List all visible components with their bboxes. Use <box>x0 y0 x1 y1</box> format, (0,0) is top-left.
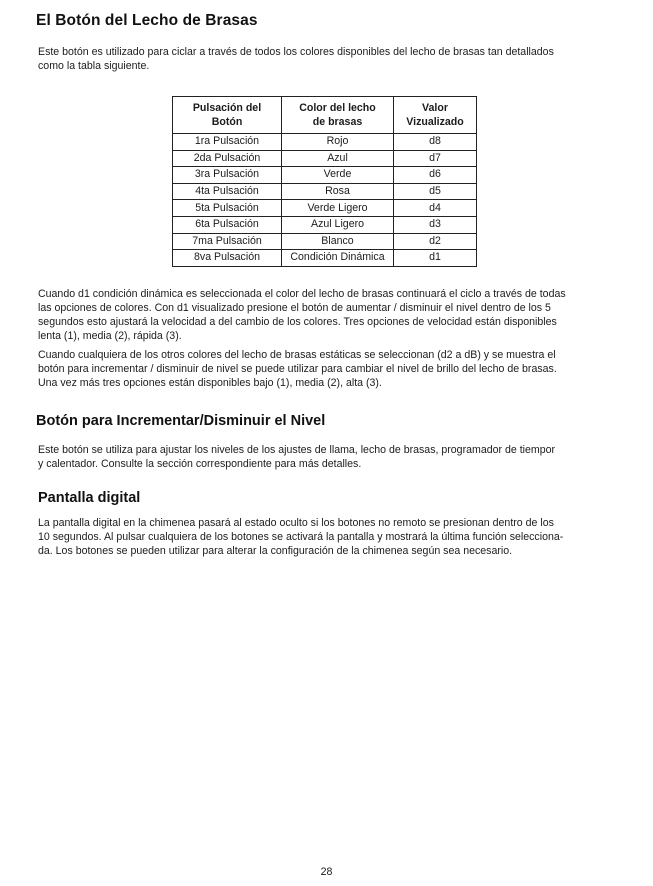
cell-color: Blanco <box>282 233 394 250</box>
cell-color: Azul <box>282 150 394 167</box>
page-number: 28 <box>320 866 333 878</box>
cell-color: Azul Ligero <box>282 216 394 233</box>
cell-press: 2da Pulsación <box>173 150 282 167</box>
cell-value: d1 <box>394 250 477 267</box>
text-line: botón para incrementar / disminuir de nivel se puede utilizar para cambiar el nivel de brillo del lecho de brasas. <box>38 363 557 375</box>
cell-value: d5 <box>394 183 477 200</box>
cell-value: d6 <box>394 167 477 184</box>
table-row <box>173 167 477 184</box>
text-line: las opciones de colores. Con d1 visualizado presione el botón de aumentar / disminuir el nivel dentro de los 5 <box>38 302 551 314</box>
cell-color: Condición Dinámica <box>282 250 394 267</box>
text-line: Una vez más tres opciones están disponibles bajo (1), media (2), alta (3). <box>38 377 382 389</box>
cell-press: 3ra Pulsación <box>173 167 282 184</box>
cell-value: d4 <box>394 200 477 217</box>
dynamic-mode-paragraph <box>38 287 618 343</box>
section-title-level-button: Botón para Incrementar/Disminuir el Nivel <box>36 413 326 429</box>
text-line: Este botón es utilizado para ciclar a través de todos los colores disponibles del lecho de brasas tan detallados <box>38 46 554 58</box>
text-line: segundos esto ajustará la velocidad a del cambio de los colores. Tres opciones de velocidad están disponibles <box>38 316 557 328</box>
cell-value: d2 <box>394 233 477 250</box>
cell-color: Rosa <box>282 183 394 200</box>
header-button-press: Pulsación del Botón <box>173 97 282 134</box>
header-displayed-value: Valor Vizualizado <box>394 97 477 134</box>
digital-display-paragraph <box>38 516 618 558</box>
table-row <box>173 216 477 233</box>
text-line: 10 segundos. Al pulsar cualquiera de los botones se activará la pantalla y mostrará la última función selecciona- <box>38 531 564 543</box>
cell-color: Rojo <box>282 134 394 151</box>
cell-press: 4ta Pulsación <box>173 183 282 200</box>
static-colors-paragraph <box>38 348 618 390</box>
level-button-paragraph <box>38 443 618 471</box>
table-row <box>173 200 477 217</box>
table-row <box>173 134 477 151</box>
cell-press: 1ra Pulsación <box>173 134 282 151</box>
table-row <box>173 250 477 267</box>
header-ember-color: Color del lecho de brasas <box>282 97 394 134</box>
table-row <box>173 233 477 250</box>
table-row <box>173 183 477 200</box>
cell-press: 7ma Pulsación <box>173 233 282 250</box>
section-title-ember-button: El Botón del Lecho de Brasas <box>36 12 258 29</box>
text-line: Este botón se utiliza para ajustar los niveles de los ajustes de llama, lecho de brasas, programador de tiempor <box>38 444 556 456</box>
ember-color-table <box>172 96 477 267</box>
text-line: como la tabla siguiente. <box>38 60 150 72</box>
text-line: lenta (1), media (2), rápida (3). <box>38 330 182 342</box>
cell-press: 5ta Pulsación <box>173 200 282 217</box>
text-line: Cuando d1 condición dinámica es seleccionada el color del lecho de brasas continuará el ciclo a través de todas <box>38 288 566 300</box>
cell-color: Verde Ligero <box>282 200 394 217</box>
cell-press: 8va Pulsación <box>173 250 282 267</box>
cell-value: d3 <box>394 216 477 233</box>
table-row <box>173 150 477 167</box>
section-title-digital-display: Pantalla digital <box>38 490 141 506</box>
text-line: Cuando cualquiera de los otros colores del lecho de brasas estáticas se seleccionan (d2 a dB) y se muestra el <box>38 349 556 361</box>
cell-color: Verde <box>282 167 394 184</box>
cell-press: 6ta Pulsación <box>173 216 282 233</box>
text-line: da. Los botones se pueden utilizar para alterar la configuración de la chimenea según sea necesario. <box>38 545 513 557</box>
table-header-row <box>173 97 477 134</box>
cell-value: d8 <box>394 134 477 151</box>
cell-value: d7 <box>394 150 477 167</box>
text-line: y calentador. Consulte la sección correspondiente para más detalles. <box>38 458 362 470</box>
text-line: La pantalla digital en la chimenea pasará al estado oculto si los botones no remoto se presionan dentro de los <box>38 517 554 529</box>
ember-intro-paragraph <box>38 45 618 73</box>
